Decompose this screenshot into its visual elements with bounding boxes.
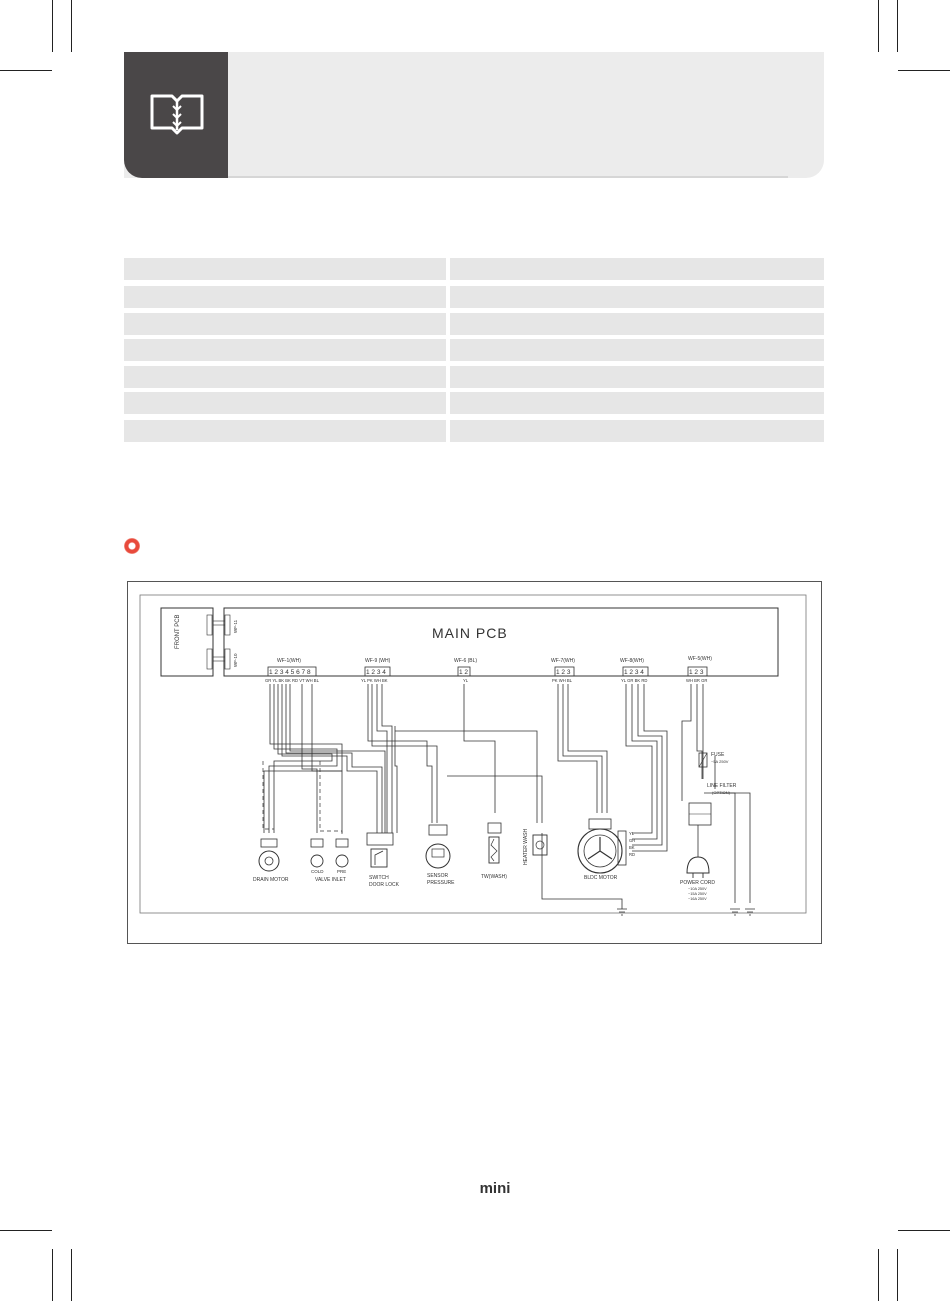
fuse-label: FUSE bbox=[711, 752, 725, 758]
front-connector-label: WF-11 bbox=[233, 619, 238, 633]
header-underline bbox=[228, 176, 788, 178]
line-filter-note: (OPTION) bbox=[712, 790, 730, 795]
crop-mark bbox=[52, 1249, 53, 1301]
crop-mark bbox=[898, 70, 950, 71]
spec-label bbox=[124, 286, 446, 308]
book-icon bbox=[148, 90, 206, 138]
connector-name: WF-1(WH) bbox=[277, 658, 301, 664]
crop-mark bbox=[897, 1249, 898, 1301]
tw-wash-label: TW(WASH) bbox=[481, 874, 507, 880]
connector-wf1 bbox=[265, 658, 320, 683]
connector-name: WF-7(WH) bbox=[551, 658, 575, 664]
valve-inlet-label: VALVE INLET bbox=[315, 877, 346, 883]
pressure-label-1: SENSOR bbox=[427, 873, 449, 879]
crop-mark bbox=[878, 1249, 879, 1301]
power-cord bbox=[680, 825, 715, 901]
spec-row bbox=[124, 339, 824, 361]
connector-name: WF-5(WH) bbox=[688, 656, 712, 662]
brand-logo: mini bbox=[479, 1180, 511, 1197]
fuse-rating: ~5A 250V bbox=[711, 759, 729, 764]
spec-value bbox=[450, 366, 824, 388]
front-pcb-label: FRONT PCB bbox=[175, 614, 181, 649]
power-cord-rating: ~16A 250V bbox=[688, 897, 707, 901]
section-header bbox=[124, 52, 824, 178]
spec-label bbox=[124, 313, 446, 335]
power-cord-rating: ~10A 250V bbox=[688, 887, 707, 891]
bldc-wire-bk: BK bbox=[629, 845, 635, 850]
connector-pins: 1 2 3 bbox=[689, 669, 704, 676]
line-filter bbox=[689, 783, 737, 825]
connector-wf8 bbox=[620, 658, 648, 683]
pressure-sensor bbox=[426, 825, 455, 886]
spec-label bbox=[124, 258, 446, 280]
crop-mark bbox=[897, 0, 898, 52]
valve-pre-label: PRE bbox=[337, 869, 347, 874]
connector-pins: 1 2 3 4 bbox=[366, 669, 386, 676]
spec-row bbox=[124, 313, 824, 335]
connector-wires: YL PK WH BK bbox=[361, 678, 388, 683]
door-lock-label-2: DOOR LOCK bbox=[369, 882, 400, 888]
section-bullet-icon bbox=[124, 538, 140, 554]
spec-value bbox=[450, 420, 824, 442]
connector-wires: WH BR GR bbox=[686, 678, 708, 683]
connector-wf5 bbox=[686, 656, 712, 683]
tw-wash-sensor bbox=[481, 823, 507, 880]
connector-name: WF-6 (BL) bbox=[454, 658, 478, 664]
fuse bbox=[699, 752, 729, 767]
connector-wf7 bbox=[551, 658, 575, 683]
bldc-motor-label: BLDC MOTOR bbox=[584, 875, 618, 881]
connector-wires: YL bbox=[463, 678, 469, 683]
spec-row bbox=[124, 392, 824, 414]
valve-inlet bbox=[311, 839, 348, 883]
spec-label bbox=[124, 392, 446, 414]
drain-motor bbox=[253, 839, 289, 883]
spec-row bbox=[124, 286, 824, 308]
spec-value bbox=[450, 313, 824, 335]
bldc-wire-gr: GR bbox=[629, 838, 636, 843]
connector-pins: 1 2 3 4 bbox=[624, 669, 644, 676]
heater-wash-label: HEATER WASH bbox=[523, 828, 529, 865]
valve-cold-label: COLD bbox=[311, 869, 324, 874]
bldc-wire-yl: YL bbox=[629, 831, 635, 836]
spec-value bbox=[450, 339, 824, 361]
connector-wires: PK WH BL bbox=[552, 678, 573, 683]
wire-bundle bbox=[264, 684, 750, 909]
power-cord-rating: ~15A 250V bbox=[688, 892, 707, 896]
main-pcb-title: MAIN PCB bbox=[432, 625, 508, 641]
connector-wires: YL GR BK RD bbox=[621, 678, 648, 683]
power-cord-label: POWER CORD bbox=[680, 880, 715, 886]
door-lock-switch bbox=[367, 833, 400, 888]
front-connector-label: WF-10 bbox=[233, 653, 238, 667]
spec-row bbox=[124, 420, 824, 442]
spec-row bbox=[124, 258, 824, 280]
connector-pins: 1 2 3 bbox=[556, 669, 571, 676]
crop-mark bbox=[52, 0, 53, 52]
door-lock-label-1: SWITCH bbox=[369, 875, 389, 881]
connector-name: WF-9 (WH) bbox=[365, 658, 391, 664]
crop-mark bbox=[71, 0, 72, 52]
spec-value bbox=[450, 258, 824, 280]
crop-mark bbox=[0, 70, 52, 71]
drain-motor-label: DRAIN MOTOR bbox=[253, 877, 289, 883]
crop-mark bbox=[898, 1230, 950, 1231]
spec-row bbox=[124, 366, 824, 388]
spec-label bbox=[124, 420, 446, 442]
connector-wf9 bbox=[361, 658, 391, 683]
connector-pins: 1 2 3 4 5 6 7 8 bbox=[269, 669, 311, 676]
crop-mark bbox=[878, 0, 879, 52]
line-filter-label: LINE FILTER bbox=[707, 783, 737, 789]
spec-label bbox=[124, 339, 446, 361]
connector-pins: 1 2 bbox=[459, 669, 469, 676]
bldc-wire-rd: RD bbox=[629, 852, 636, 857]
spec-value bbox=[450, 392, 824, 414]
connector-name: WF-8(WH) bbox=[620, 658, 644, 664]
wiring-diagram bbox=[127, 581, 822, 944]
connector-wf6 bbox=[454, 658, 477, 683]
connector-wires: GR YL BK BK RD VT WH BL bbox=[265, 678, 319, 683]
header-badge bbox=[124, 52, 228, 178]
pressure-label-2: PRESSURE bbox=[427, 880, 455, 886]
ground-icon bbox=[617, 909, 755, 915]
bldc-motor bbox=[578, 819, 635, 881]
heater-wash bbox=[523, 828, 547, 865]
crop-mark bbox=[71, 1249, 72, 1301]
spec-value bbox=[450, 286, 824, 308]
crop-mark bbox=[0, 1230, 52, 1231]
spec-label bbox=[124, 366, 446, 388]
